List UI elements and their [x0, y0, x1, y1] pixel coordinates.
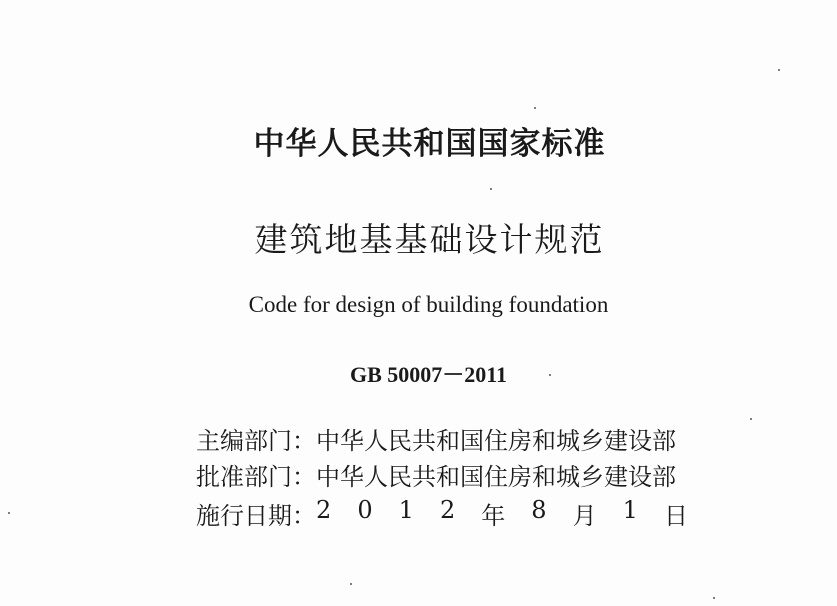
date-char: 1 [398, 495, 414, 524]
standard-code: GB 50007－2011 [349, 362, 508, 387]
effective-date-label: 施行日期： [196, 501, 316, 530]
date-char: 8 [531, 495, 547, 524]
scan-speck [350, 583, 352, 585]
date-char: 0 [357, 495, 373, 524]
date-char: 月 [572, 501, 597, 530]
editor-department-label: 主编部门： [196, 426, 316, 455]
effective-date-value [316, 496, 688, 531]
scan-speck [778, 69, 780, 71]
approver-department-label: 批准部门： [196, 462, 316, 491]
effective-date-row [196, 495, 688, 531]
date-char: 年 [481, 501, 506, 530]
document-title-chinese: 建筑地基基础设计规范 [254, 220, 605, 259]
scan-speck [8, 512, 10, 514]
approver-department-value: 中华人民共和国住房和城乡建设部 [316, 462, 676, 491]
approver-department-row [196, 456, 676, 492]
date-char: 日 [663, 501, 688, 530]
editor-department-value: 中华人民共和国住房和城乡建设部 [316, 426, 676, 455]
scan-speck [549, 374, 551, 376]
scan-speck [750, 418, 752, 420]
scan-speck [534, 107, 536, 109]
editor-department-row [196, 420, 676, 456]
document-title-english: Code for design of building foundation [248, 292, 609, 317]
date-char: 2 [316, 495, 332, 524]
date-char: 2 [439, 495, 456, 524]
date-char: 1 [622, 495, 638, 524]
national-standard-heading: 中华人民共和国国家标准 [253, 126, 606, 162]
scan-speck [490, 188, 492, 190]
scan-speck [713, 597, 715, 599]
